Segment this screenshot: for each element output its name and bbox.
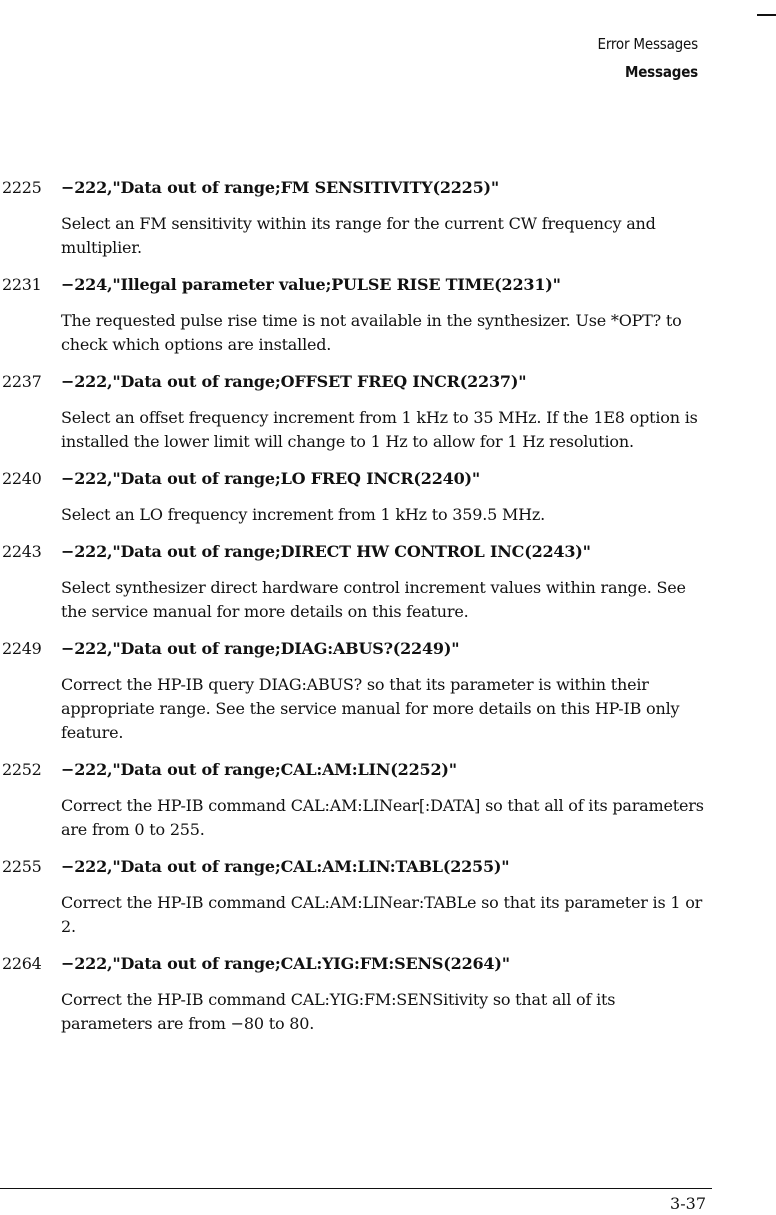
error-description: Select an offset frequency increment from 1 kHz to 35 MHz. If the 1E8 option is installed the lower limit will change to 1 Hz to allow for 1 Hz resolution. <box>61 408 698 451</box>
error-message: −222,"Data out of range;CAL:YIG:FM:SENS(2264)" <box>61 954 510 973</box>
error-entry-2243 <box>0 540 776 624</box>
error-description: Correct the HP-IB query DIAG:ABUS? so that its parameter is within their appropriate range. See the service manual for more details on this HP-IB only feature. <box>61 675 680 742</box>
error-message: −222,"Data out of range;DIRECT HW CONTROL INC(2243)" <box>61 542 591 561</box>
error-entry-2240 <box>0 467 776 527</box>
error-message-list <box>0 176 776 1049</box>
error-code: 2240 <box>2 469 42 488</box>
error-entry-2255 <box>0 855 776 939</box>
error-code: 2237 <box>2 372 42 391</box>
error-description: The requested pulse rise time is not available in the synthesizer. Use *OPT? to check which options are installed. <box>61 311 682 354</box>
error-code: 2225 <box>2 178 42 197</box>
error-description: Select synthesizer direct hardware control increment values within range. See the service manual for more details on this feature. <box>61 578 686 621</box>
error-entry-2231 <box>0 273 776 357</box>
section-title: Messages <box>624 63 698 81</box>
error-message: −222,"Data out of range;FM SENSITIVITY(2225)" <box>61 178 500 197</box>
running-header <box>598 34 699 82</box>
page-number: 3-37 <box>670 1194 706 1213</box>
error-message: −222,"Data out of range;LO FREQ INCR(2240)" <box>61 469 481 488</box>
chapter-title: Error Messages <box>597 35 698 53</box>
error-message: −224,"Illegal parameter value;PULSE RISE TIME(2231)" <box>61 275 561 294</box>
error-code: 2243 <box>2 542 42 561</box>
error-code: 2231 <box>2 275 42 294</box>
footer-rule <box>0 1188 712 1189</box>
error-entry-2264 <box>0 952 776 1036</box>
error-description: Correct the HP-IB command CAL:YIG:FM:SENSitivity so that all of its parameters are from −80 to 80. <box>61 990 616 1033</box>
error-description: Correct the HP-IB command CAL:AM:LINear:TABLe so that its parameter is 1 or 2. <box>61 893 703 936</box>
error-entry-2249 <box>0 637 776 745</box>
error-message: −222,"Data out of range;OFFSET FREQ INCR(2237)" <box>61 372 527 391</box>
corner-tab-mark <box>757 14 776 16</box>
error-entry-2237 <box>0 370 776 454</box>
error-message: −222,"Data out of range;CAL:AM:LIN:TABL(2255)" <box>61 857 510 876</box>
error-description: Correct the HP-IB command CAL:AM:LINear[:DATA] so that all of its parameters are from 0 to 255. <box>61 796 704 839</box>
error-code: 2249 <box>2 639 42 658</box>
error-entry-2225 <box>0 176 776 260</box>
error-code: 2264 <box>2 954 42 973</box>
error-entry-2252 <box>0 758 776 842</box>
error-code: 2252 <box>2 760 42 779</box>
error-message: −222,"Data out of range;CAL:AM:LIN(2252)" <box>61 760 457 779</box>
error-description: Select an FM sensitivity within its range for the current CW frequency and multiplier. <box>61 214 656 257</box>
error-message: −222,"Data out of range;DIAG:ABUS?(2249)" <box>61 639 460 658</box>
error-code: 2255 <box>2 857 42 876</box>
error-description: Select an LO frequency increment from 1 kHz to 359.5 MHz. <box>61 505 546 524</box>
